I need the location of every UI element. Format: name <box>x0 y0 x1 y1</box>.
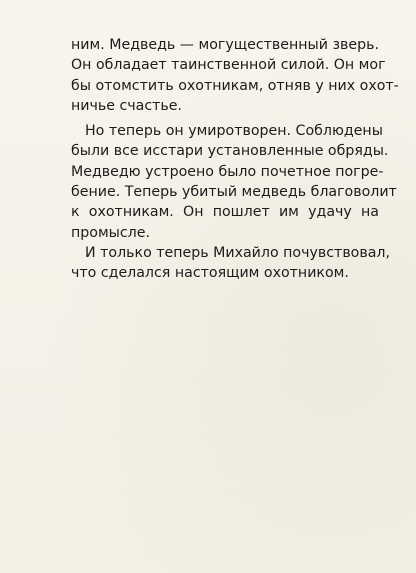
text-line: ничье счастье. <box>71 97 183 114</box>
text-line: И только теперь Михайло почувствовал, <box>85 244 390 261</box>
paragraph-3 <box>71 243 390 284</box>
text-line: промысле. <box>71 224 150 241</box>
text-line: Он обладает таинственной силой. Он мог <box>71 57 386 74</box>
text-line: к охотникам. Он пошлет им удачу на <box>71 204 379 221</box>
text-line: были все исстари установленные обряды. <box>71 143 389 160</box>
paragraph-1 <box>71 35 399 116</box>
text-line: ним. Медведь — могущественный зверь. <box>71 37 379 53</box>
text-line: Медведю устроено было почетное погре- <box>71 163 384 180</box>
text-line: бение. Теперь убитый медведь благоволит <box>71 184 397 201</box>
text-line: бы отомстить охотникам, отняв у них охот- <box>71 77 399 94</box>
text-line: что сделался настоящим охотником. <box>71 265 349 282</box>
text-line: Но теперь он умиротворен. Соблюдены <box>85 123 383 140</box>
paragraph-2 <box>71 121 397 243</box>
body-text <box>71 35 399 284</box>
